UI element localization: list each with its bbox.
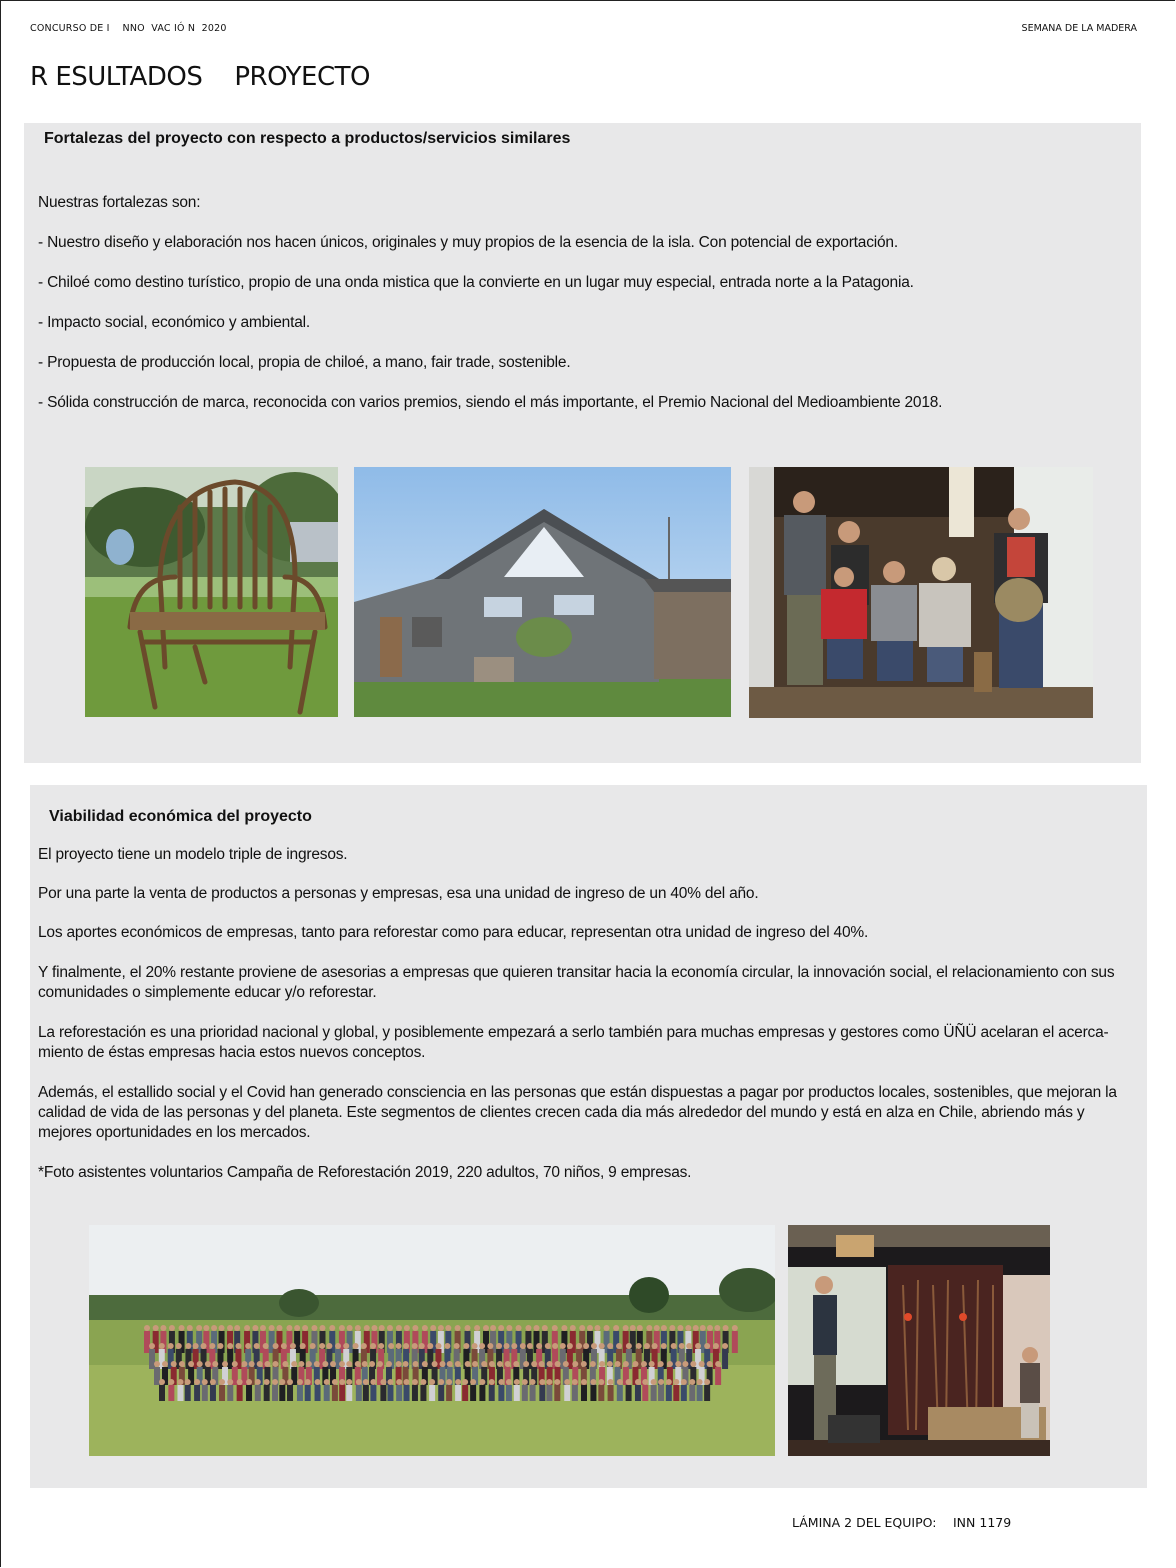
event-label: SEMANA DE LA MADERA [1021, 23, 1137, 34]
strengths-intro: Nuestras fortalezas son: [38, 194, 201, 211]
viability-paragraph: El proyecto tiene un modelo triple de ingresos. [38, 846, 348, 863]
photo-caption: *Foto asistentes voluntarios Campaña de Reforestación 2019, 220 adultos, 70 niños, 9 empresas. [38, 1164, 692, 1181]
viability-paragraph: Y finalmente, el 20% restante proviene de asesorias a empresas que quieren transitar hacia la economía circular, la innovación social, el relacionamiento con sus comunidades o simplemente educar y/o reforestar. [38, 964, 1115, 1001]
page-title [30, 62, 370, 92]
house-photo [354, 467, 731, 717]
strengths-title: Fortalezas del proyecto con respecto a productos/servicios similares [44, 130, 571, 147]
viability-paragraph: Además, el estallido social y el Covid han generado consciencia en las personas que están dispuestas a pagar por productos locales, sostenibles, que mejoran la calidad de vida de las personas y del planeta. Este segmentos de clientes crecen cada dia más alrededor del mundo y está en alza en Chile, abriendo más y mejores oportunidades en los mercados. [38, 1084, 1117, 1141]
strength-item: - Impacto social, económico y ambiental. [38, 314, 310, 331]
presentation-photo [788, 1225, 1050, 1456]
team-code: INN 1179 [953, 1515, 1012, 1530]
strength-item: - Chiloé como destino turístico, propio de una onda mistica que la convierte en un lugar muy especial, entrada norte a la Patagonia. [38, 274, 914, 291]
volunteers-group-photo [89, 1225, 775, 1456]
contest-label: CONCURSO DE I NNO VAC IÓ N 2020 [30, 23, 227, 34]
strength-item: - Sólida construcción de marca, reconocida con varios premios, siendo el más importante, el Premio Nacional del Medioambiente 2018. [38, 394, 943, 411]
strength-item: - Nuestro diseño y elaboración nos hacen únicos, originales y muy propios de la esencia de la isla. Con potencial de exportación. [38, 234, 898, 251]
page-title-part-1: R ESULTADOS [30, 62, 203, 92]
sheet-label: LÁMINA 2 DEL EQUIPO: [792, 1515, 937, 1530]
viability-panel [30, 785, 1147, 1488]
artisans-photo [749, 467, 1093, 718]
viability-title: Viabilidad económica del proyecto [49, 808, 312, 825]
viability-paragraph: La reforestación es una prioridad nacional y global, y posiblemente empezará a serlo también para muchas empresas y gestores como ÜÑÜ acelaran el acerca-miento de éstas empresas hacia estos nuevos conceptos. [38, 1024, 1109, 1061]
strengths-panel [24, 123, 1141, 763]
page-title-part-2: PROYECTO [234, 62, 370, 92]
strength-item: - Propuesta de producción local, propia de chiloé, a mano, fair trade, sostenible. [38, 354, 571, 371]
chair-photo [85, 467, 338, 717]
viability-paragraph: Por una parte la venta de productos a personas y empresas, esa una unidad de ingreso de un 40% del año. [38, 885, 759, 902]
viability-paragraph: Los aportes económicos de empresas, tanto para reforestar como para educar, representan otra unidad de ingreso del 40%. [38, 924, 869, 941]
